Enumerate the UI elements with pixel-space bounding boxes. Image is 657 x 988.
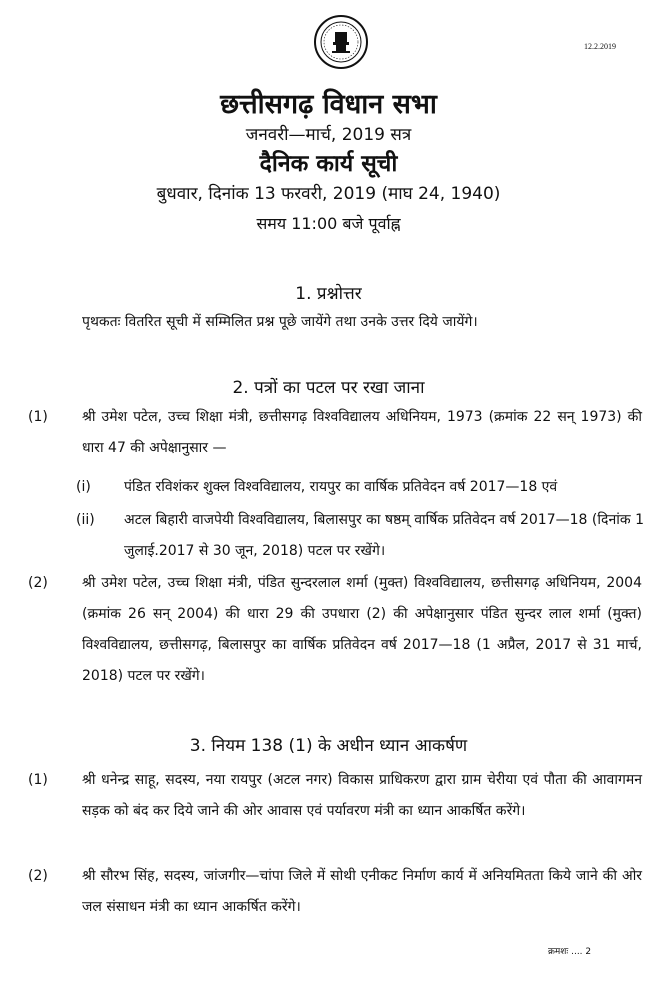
item-text: श्री उमेश पटेल, उच्च शिक्षा मंत्री, पंडित सुन्दरलाल शर्मा (मुक्त) विश्वविद्यालय, छत्तीसगढ़ अधिनियम, 2004 (क्रमांक 26 सन् 2004) की धारा 29 की उपधारा (2) की अपेक्षानुसार पंडित सुन्दर लाल शर्मा (मुक्त) विश्वविद्यालय, छत्तीसगढ़, बिलासपुर का वार्षिक प्रतिवेदन वर्ष 2017—18 (1 अप्रैल, 2017 से 31 मार्च, 2018) पटल पर रखेंगे।	[82, 575, 642, 684]
section-heading-questions: 1. प्रश्नोत्तर	[295, 284, 362, 304]
item-text: श्री उमेश पटेल, उच्च शिक्षा मंत्री, छत्तीसगढ़ विश्वविद्यालय अधिनियम, 1973 (क्रमांक 22 सन् 1973) की धारा 47 की अपेक्षानुसार —	[82, 409, 642, 456]
item-number: (1)	[28, 772, 48, 788]
item-number: (1)	[28, 409, 48, 425]
session-label: जनवरी—मार्च, 2019 सत्र	[245, 125, 412, 145]
continued-note: क्रमशः .... 2	[548, 947, 592, 957]
section-heading-papers: 2. पत्रों का पटल पर रखा जाना	[232, 378, 425, 398]
section-text-questions: पृथकतः वितरित सूची में सम्मिलित प्रश्न पूछे जायेंगे तथा उनके उत्तर दिये जायेंगे।	[82, 314, 478, 330]
day-date: बुधवार, दिनांक 13 फरवरी, 2019 (माघ 24, 1940)	[156, 184, 501, 204]
item-number: (2)	[28, 575, 48, 591]
item-text: श्री सौरभ सिंह, सदस्य, जांजगीर—चांपा जिले में सोथी एनीकट निर्माण कार्य में अनियमितता किये जाने की ओर जल संसाधन मंत्री का ध्यान आकर्षित करेंगे।	[82, 868, 642, 915]
subitem-number: (i)	[76, 479, 91, 495]
item-text: श्री धनेन्द्र साहू, सदस्य, नया रायपुर (अटल नगर) विकास प्राधिकरण द्वारा ग्राम चेरीया एवं पौता की आवागमन सड़क को बंद कर दिये जाने की ओर आवास एवं पर्यावरण मंत्री का ध्यान आकर्षित करेंगे।	[82, 772, 642, 819]
subitem-number: (ii)	[76, 512, 95, 528]
document-date: 12.2.2019	[584, 42, 616, 51]
subitem-text: पंडित रविशंकर शुक्ल विश्वविद्यालय, रायपुर का वार्षिक प्रतिवेदन वर्ष 2017—18 एवं	[124, 479, 558, 495]
session-time: समय 11:00 बजे पूर्वाह्न	[256, 214, 401, 233]
assembly-title: छत्तीसगढ़ विधान सभा	[220, 89, 437, 120]
subitem-text: अटल बिहारी वाजपेयी विश्वविद्यालय, बिलासपुर का षष्ठम् वार्षिक प्रतिवेदन वर्ष 2017—18 (दिनांक 1 जुलाई.2017 से 30 जून, 2018) पटल पर रखेंगे।	[124, 512, 644, 559]
section-heading-attention: 3. नियम 138 (1) के अधीन ध्यान आकर्षण	[189, 736, 468, 756]
item-number: (2)	[28, 868, 48, 884]
agenda-title: दैनिक कार्य सूची	[259, 151, 398, 177]
assembly-seal-icon	[313, 14, 369, 70]
